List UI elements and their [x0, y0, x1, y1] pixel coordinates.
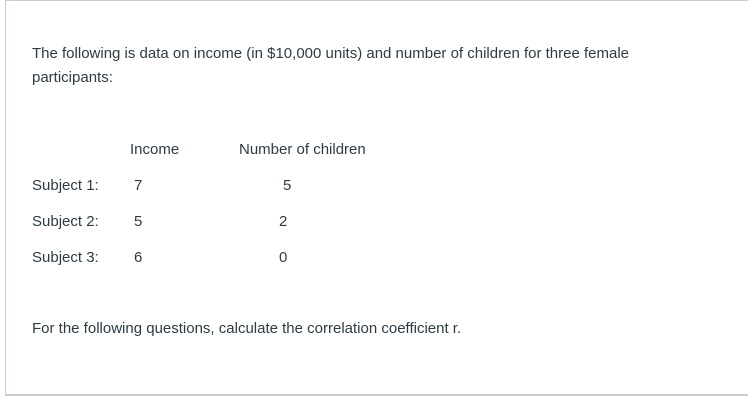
row-3-children: 0	[279, 249, 288, 266]
row-2-income: 5	[134, 213, 143, 230]
header-income: Income	[130, 141, 180, 158]
row-3-income: 6	[134, 249, 143, 266]
row-3-subject: Subject 3:	[32, 249, 99, 266]
intro-text: The following is data on income (in $10,000 units) and number of children for three female participants:	[32, 45, 630, 86]
header-number-of-children: Number of children	[239, 141, 366, 158]
question-card	[5, 0, 748, 396]
row-1-children: 5	[283, 177, 292, 194]
row-2-children: 2	[279, 213, 288, 230]
row-1-income: 7	[134, 177, 143, 194]
row-2-subject: Subject 2:	[32, 213, 99, 230]
footer-text: For the following questions, calculate the correlation coefficient r.	[32, 320, 462, 337]
row-1-subject: Subject 1:	[32, 177, 99, 194]
